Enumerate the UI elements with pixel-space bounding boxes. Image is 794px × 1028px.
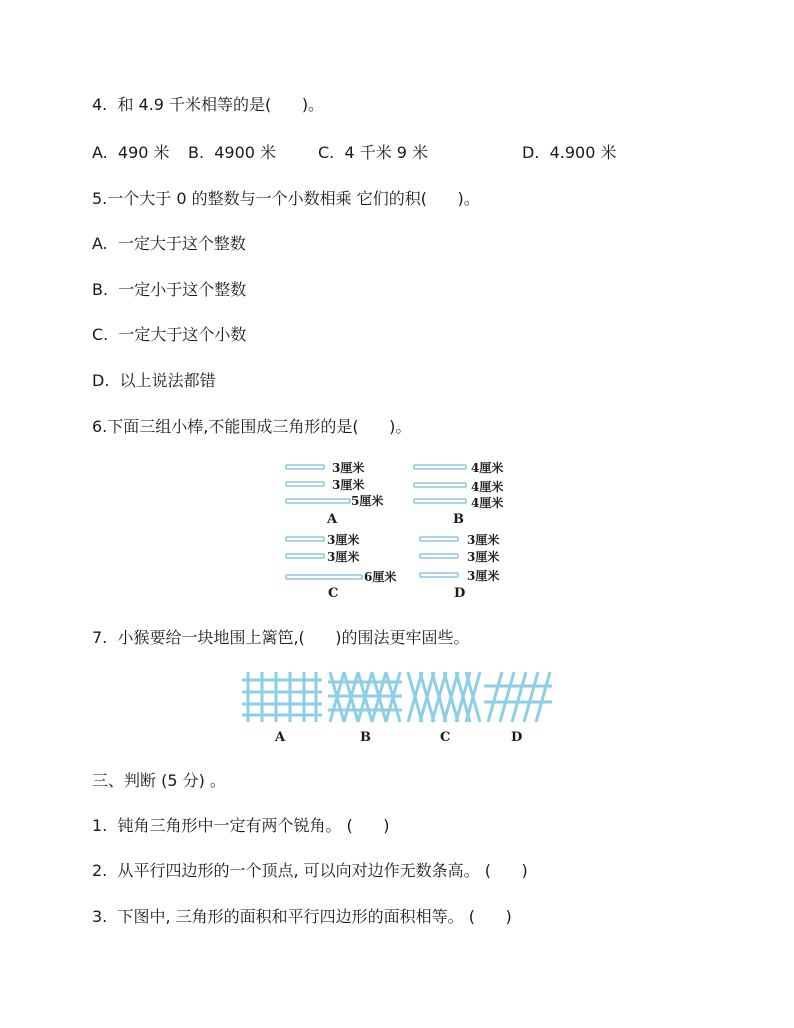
stick-label: 4厘米 <box>471 461 504 475</box>
stick-label: 5厘米 <box>351 494 384 508</box>
judge-item-3: 3. 下图中, 三角形的面积和平行四边形的面积相等。 ( ) <box>92 907 512 926</box>
q7-stem: 7. 小猴要给一块地围上篱笆,( )的围法更牢固些。 <box>92 628 470 647</box>
fence-d <box>484 672 552 745</box>
stick <box>286 575 362 579</box>
stick <box>286 537 324 541</box>
stick <box>414 499 466 503</box>
stick-label: 4厘米 <box>471 480 504 494</box>
stick-label: 3厘米 <box>327 550 360 564</box>
stick-group-b <box>414 460 503 527</box>
fence-letter: D <box>511 730 523 745</box>
stick <box>286 465 324 469</box>
q6-stem: 6.下面三组小棒,不能围成三角形的是( )。 <box>92 417 412 436</box>
sticks-figure <box>280 455 520 605</box>
q5-option-d: D. 以上说法都错 <box>92 371 216 390</box>
stick <box>286 499 350 503</box>
stick-label: 3厘米 <box>332 461 365 475</box>
q4-option-d: D. 4.900 米 <box>522 143 617 162</box>
group-letter: C <box>328 586 339 601</box>
judge-item-2: 2. 从平行四边形的一个顶点, 可以向对边作无数条高。 ( ) <box>92 861 528 880</box>
fence-letter: A <box>275 730 286 745</box>
fence-a <box>242 672 322 745</box>
fence-b <box>328 672 402 745</box>
stick-label: 6厘米 <box>364 570 397 584</box>
stick-group-a <box>286 460 383 527</box>
stick <box>414 483 466 487</box>
stick <box>420 554 458 558</box>
stick <box>420 537 458 541</box>
stick <box>286 554 324 558</box>
q5-option-b: B. 一定小于这个整数 <box>92 280 247 299</box>
fence-figure <box>240 668 560 748</box>
stick-label: 3厘米 <box>327 533 360 547</box>
stick-label: 4厘米 <box>471 496 504 510</box>
q4-stem: 4. 和 4.9 千米相等的是( )。 <box>92 95 325 114</box>
q5-option-a: A. 一定大于这个整数 <box>92 234 246 253</box>
q4-option-b: B. 4900 米 <box>188 143 277 162</box>
stick <box>414 465 466 469</box>
group-letter: D <box>454 586 466 601</box>
stick-label: 3厘米 <box>467 550 500 564</box>
stick-group-c <box>286 532 396 601</box>
group-letter: A <box>327 512 338 527</box>
fence-letter: C <box>440 730 451 745</box>
group-letter: B <box>453 512 464 527</box>
q5-stem: 5.一个大于 0 的整数与一个小数相乘 它们的积( )。 <box>92 189 480 208</box>
stick <box>420 573 458 577</box>
stick-label: 3厘米 <box>467 533 500 547</box>
q5-option-c: C. 一定大于这个小数 <box>92 325 247 344</box>
stick <box>286 482 324 486</box>
stick-label: 3厘米 <box>467 569 500 583</box>
judge-item-1: 1. 钝角三角形中一定有两个锐角。 ( ) <box>92 816 390 835</box>
q4-option-a: A. 490 米 <box>92 143 170 162</box>
q4-option-c: C. 4 千米 9 米 <box>318 143 429 162</box>
section-heading: 三、判断 (5 分) 。 <box>92 771 226 790</box>
stick-label: 3厘米 <box>332 478 365 492</box>
fence-letter: B <box>360 730 371 745</box>
stick-group-d <box>420 532 499 601</box>
fence-c <box>408 672 480 745</box>
